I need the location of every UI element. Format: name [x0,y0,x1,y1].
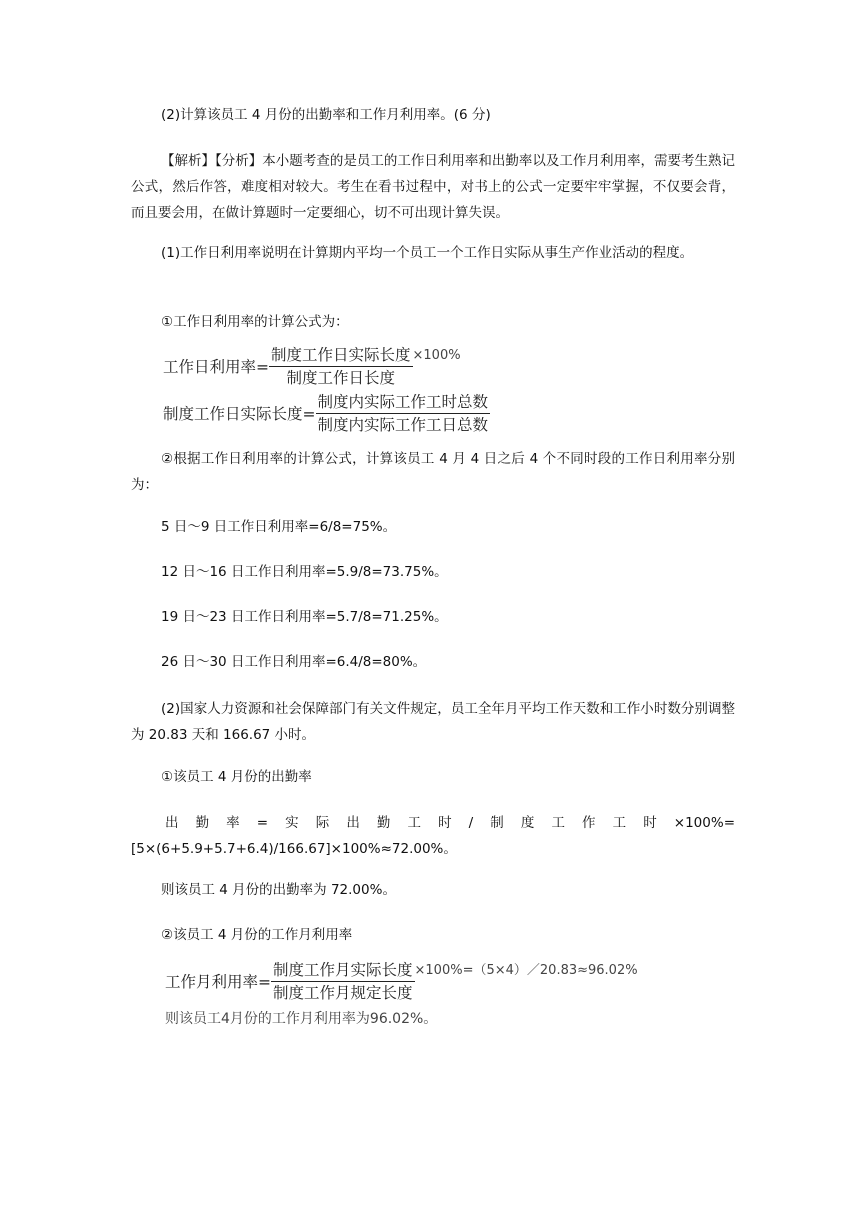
question-2-title: (2)计算该员工 4 月份的出勤率和工作月利用率。(6 分) [161,107,491,123]
fraction-numerator: 制度工作月实际长度 [271,960,415,982]
fraction-denominator: 制度工作日长度 [286,369,396,387]
calculation-intro: ②根据工作日利用率的计算公式，计算该员工 4 月 4 日之后 4 个不同时段的工作日利用率分别为： [131,451,735,493]
fraction-denominator: 制度内实际工作工日总数 [317,416,489,434]
analysis-paragraph: 【解析】【分析】本小题考查的是员工的工作日利用率和出勤率以及工作月利用率，需要考生熟记公式，然后作答，难度相对较大。考生在看书过程中，对书上的公式一定要牢牢掌握，不仅要会背，而且要会用，在做计算题时一定要细心，切不可出现计算失误。 [131,153,735,221]
monthly-utilization-formula [165,960,638,1003]
fraction [271,960,415,1003]
actual-work-day-length-formula [163,392,490,435]
work-day-utilization-formula [163,345,461,388]
result-line-1: 5 日～9 日工作日利用率=6/8=75%。 [161,519,397,535]
result-line-3: 19 日～23 日工作日利用率=5.7/8=71.25%。 [161,609,448,625]
formula-intro: ①工作日利用率的计算公式为： [161,314,349,330]
monthly-utilization-heading: ②该员工 4 月份的工作月利用率 [161,927,353,943]
formula-calculation: ×100%=（5×4）／20.83≈96.02% [414,962,638,978]
attendance-result: 则该员工 4 月份的出勤率为 72.00%。 [161,882,396,898]
fraction-numerator: 制度内实际工作工时总数 [316,392,491,414]
fraction [316,392,491,435]
fraction-denominator: 制度工作月规定长度 [273,984,413,1002]
result-line-4: 26 日～30 日工作日利用率=6.4/8=80%。 [161,654,427,670]
section-2-paragraph: (2)国家人力资源和社会保障部门有关文件规定，员工全年月平均工作天数和工作小时数分别调整为 20.83 天和 166.67 小时。 [131,701,735,743]
formula-label: 制度工作日实际长度= [163,404,316,423]
result-line-2: 12 日～16 日工作日利用率=5.9/8=73.75%。 [161,564,448,580]
final-result: 则该员工4月份的工作月利用率为96.02%。 [165,1011,438,1027]
formula-label: 工作月利用率= [165,972,271,991]
fraction-numerator: 制度工作日实际长度 [269,345,413,367]
fraction [269,345,413,388]
formula-multiplier: ×100% [412,347,461,363]
attendance-formula: 出勤率=实际出勤工时/制度工作工时×100%=[5×(6+5.9+5.7+6.4)/166.67]×100%≈72.00%。 [131,815,735,857]
section-1-paragraph: (1)工作日利用率说明在计算期内平均一个员工一个工作日实际从事生产作业活动的程度。 [161,245,694,261]
formula-label: 工作日利用率= [163,357,269,376]
attendance-heading: ①该员工 4 月份的出勤率 [161,769,312,785]
